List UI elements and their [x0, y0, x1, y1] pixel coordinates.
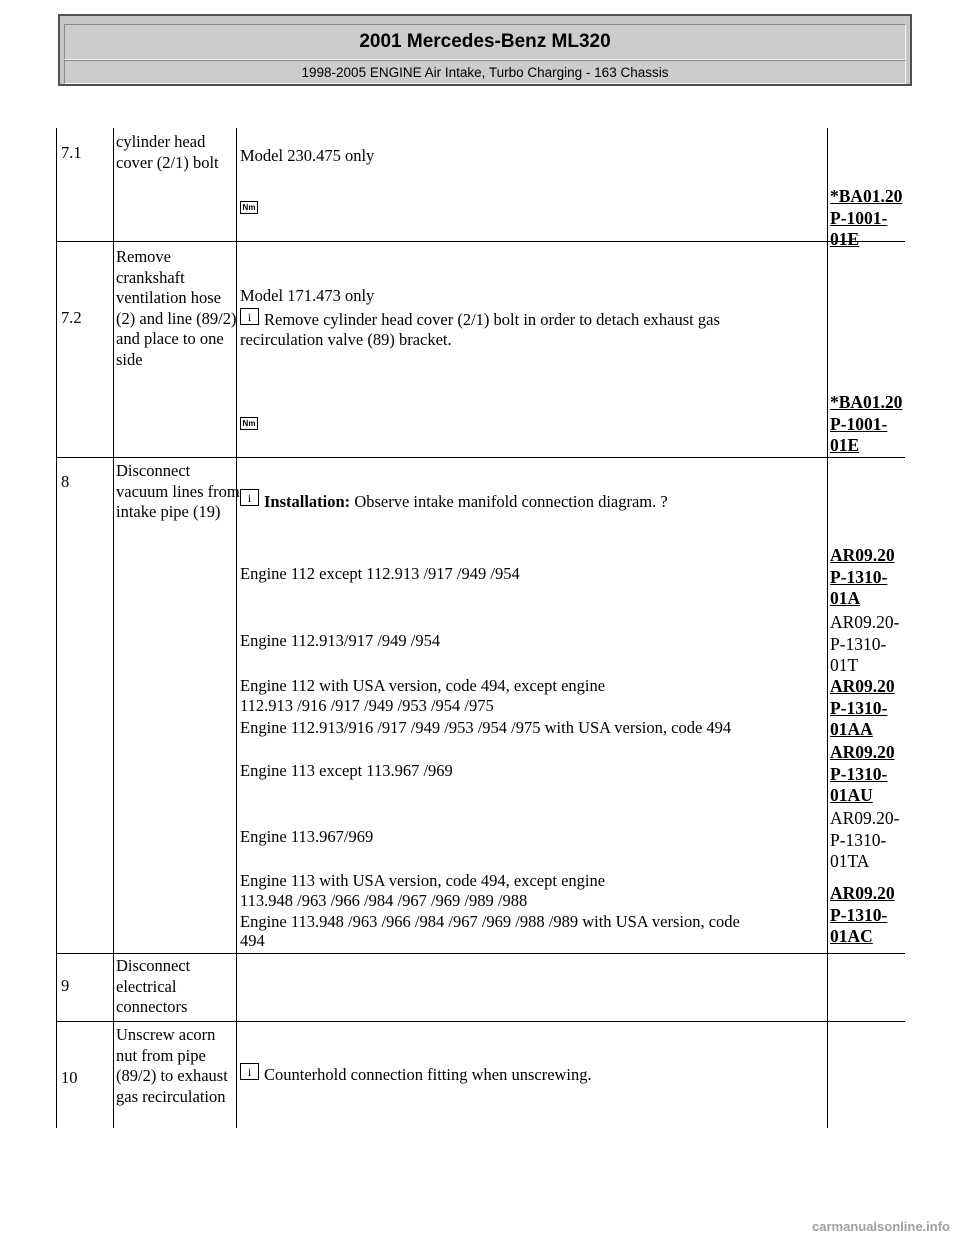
step-description: Disconnect vacuum lines from intake pipe (19) [116, 461, 240, 521]
engine-line: Engine 112 except 112.913 /917 /949 /954 [240, 564, 520, 583]
reference-text: AR09.20- P-1310- 01T [830, 612, 900, 675]
info-text: Counterhold connection fitting when unscrewing. [264, 1065, 592, 1084]
document-title: 2001 Mercedes-Benz ML320 [64, 24, 906, 60]
row-divider [56, 457, 905, 458]
engine-line: Engine 113 with USA version, code 494, except engine [240, 871, 606, 890]
info-icon: i [240, 489, 259, 506]
reference-link[interactable]: *BA01.20 P-1001- 01E [830, 186, 903, 249]
engine-line: Engine 112.913/917 /949 /954 [240, 631, 441, 650]
engine-line: Engine 113.948 /963 /966 /984 /967 /969 /988 /989 with USA version, code [240, 912, 740, 931]
step-number: 8 [61, 472, 70, 491]
installation-note: Installation: Observe intake manifold connection diagram. ? [264, 492, 668, 511]
torque-icon: Nm [240, 417, 258, 430]
engine-line: Engine 112 with USA version, code 494, except engine [240, 676, 606, 695]
engine-line: Engine 113 except 113.967 /969 [240, 761, 453, 780]
step-number: 10 [61, 1068, 78, 1087]
table-border-left [56, 128, 57, 1128]
column-divider [113, 128, 114, 1128]
step-description: Remove crankshaft ventilation hose (2) and line (89/2) and place to one side [116, 247, 237, 369]
step-number: 7.2 [61, 308, 82, 327]
engine-line: 112.913 /916 /917 /949 /953 /954 /975 [240, 696, 494, 715]
row-divider [56, 1021, 905, 1022]
row-divider [56, 953, 905, 954]
engine-line: 494 [240, 931, 265, 950]
reference-text: AR09.20- P-1310- 01TA [830, 808, 900, 871]
document-subtitle: 1998-2005 ENGINE Air Intake, Turbo Charging - 163 Chassis [64, 60, 906, 84]
row-divider [56, 241, 905, 242]
step-description: Unscrew acorn nut from pipe (89/2) to exhaust gas recirculation [116, 1025, 228, 1106]
step-note: Model 230.475 only [240, 146, 375, 165]
reference-link[interactable]: AR09.20 P-1310- 01AC [830, 883, 895, 946]
torque-icon: Nm [240, 201, 258, 214]
reference-link[interactable]: AR09.20 P-1310- 01AA [830, 676, 895, 739]
engine-line: 113.948 /963 /966 /984 /967 /969 /989 /988 [240, 891, 528, 910]
engine-line: Engine 113.967/969 [240, 827, 374, 846]
procedure-table [56, 128, 905, 1128]
watermark: carmanualsonline.info [812, 1219, 950, 1234]
column-divider [827, 128, 828, 1128]
step-description: cylinder head cover (2/1) bolt [116, 132, 219, 172]
reference-link[interactable]: AR09.20 P-1310- 01AU [830, 742, 895, 805]
step-number: 7.1 [61, 143, 82, 162]
step-description: Disconnect electrical connectors [116, 956, 191, 1016]
info-icon: i [240, 1063, 259, 1080]
info-text: recirculation valve (89) bracket. [240, 330, 452, 349]
engine-line: Engine 112.913/916 /917 /949 /953 /954 /975 with USA version, code 494 [240, 718, 732, 737]
info-icon: i [240, 308, 259, 325]
step-number: 9 [61, 976, 70, 995]
reference-link[interactable]: AR09.20 P-1310- 01A [830, 545, 895, 608]
step-note: Model 171.473 only [240, 286, 375, 305]
reference-link[interactable]: *BA01.20 P-1001- 01E [830, 392, 903, 455]
info-text: Remove cylinder head cover (2/1) bolt in order to detach exhaust gas [264, 310, 720, 329]
document-header [58, 14, 912, 86]
